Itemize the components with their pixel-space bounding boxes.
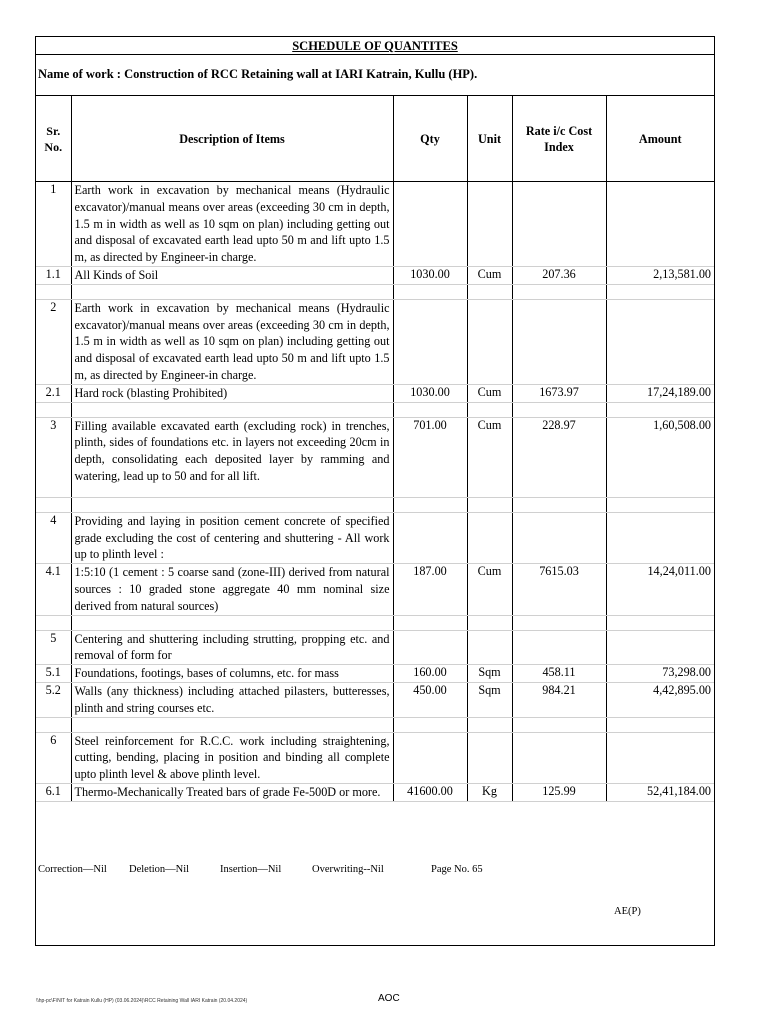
table-header-row: [36, 96, 714, 182]
row-description: Centering and shuttering including strutting, propping etc. and removal of form for: [71, 630, 393, 665]
row-rate: 984.21: [512, 682, 606, 717]
row-description: Providing and laying in position cement concrete of specified grade excluding the cost of centering and shuttering - All work up to plinth level :: [71, 512, 393, 563]
row-description: Foundations, footings, bases of columns, etc. for mass: [71, 665, 393, 683]
row-unit: Sqm: [467, 665, 512, 683]
table-row: [36, 682, 714, 717]
row-qty: 41600.00: [393, 783, 467, 801]
row-sr: 1: [36, 182, 71, 267]
row-unit: Cum: [467, 564, 512, 615]
row-amount: 1,60,508.00: [606, 417, 714, 497]
row-description: Earth work in excavation by mechanical means (Hydraulic excavator)/manual means over areas (exceeding 30 cm in depth, 1.5 m in width as well as 10 sqm on plan) including getting out and disposal of excavated earth lead upto 50 m and lift upto 1.5 m, as directed by Engineer-in charge.: [71, 299, 393, 384]
row-sr: 2: [36, 299, 71, 384]
schedule-sheet: [35, 36, 715, 946]
row-unit: Cum: [467, 266, 512, 284]
row-rate: 458.11: [512, 665, 606, 683]
table-row: [36, 182, 714, 267]
row-description: All Kinds of Soil: [71, 266, 393, 284]
spacer-row: [36, 497, 714, 512]
header-amount: Amount: [606, 96, 714, 182]
row-qty: 450.00: [393, 682, 467, 717]
row-rate: 125.99: [512, 783, 606, 801]
row-description: Earth work in excavation by mechanical means (Hydraulic excavator)/manual means over areas (exceeding 30 cm in depth, 1.5 m in width as well as 10 sqm on plan) including getting out and disposal of excavated earth lead upto 50 m and lift upto 1.5 m, as directed by Engineer-in charge.: [71, 182, 393, 267]
spacer-row: [36, 615, 714, 630]
row-rate: 228.97: [512, 417, 606, 497]
row-sr: 4: [36, 512, 71, 563]
overwriting-note: Overwriting--Nil: [312, 864, 384, 875]
row-unit: Cum: [467, 417, 512, 497]
row-qty: 1030.00: [393, 384, 467, 402]
table-row: [36, 732, 714, 783]
insertion-note: Insertion—Nil: [220, 864, 282, 875]
header-unit: Unit: [467, 96, 512, 182]
row-qty: 160.00: [393, 665, 467, 683]
row-unit: Kg: [467, 783, 512, 801]
row-description: Steel reinforcement for R.C.C. work including straightening, cutting, bending, placing in position and binding all complete upto plinth level & above plinth level.: [71, 732, 393, 783]
table-row: [36, 417, 714, 497]
row-sr: 1.1: [36, 266, 71, 284]
divider: [36, 54, 714, 55]
table-row: [36, 299, 714, 384]
work-name: Name of work : Construction of RCC Retaining wall at IARI Katrain, Kullu (HP).: [38, 67, 478, 81]
row-rate: 1673.97: [512, 384, 606, 402]
row-qty: 1030.00: [393, 266, 467, 284]
row-sr: 4.1: [36, 564, 71, 615]
signature-label: AE(P): [614, 906, 641, 917]
row-description: Hard rock (blasting Prohibited): [71, 384, 393, 402]
table-row: [36, 564, 714, 615]
header-qty: Qty: [393, 96, 467, 182]
sheet-tab-label: AOC: [378, 993, 400, 1004]
row-sr: 3: [36, 417, 71, 497]
row-sr: 6: [36, 732, 71, 783]
correction-note: Correction—Nil: [38, 864, 107, 875]
row-qty: 187.00: [393, 564, 467, 615]
header-sr: Sr. No.: [36, 96, 71, 182]
row-qty: 701.00: [393, 417, 467, 497]
file-path: \\hp-pc\F\NIT for Katrain Kullu (HP) (03.06.2024)\RCC Retaining Wall IARI Katrain (20.04.2024): [36, 998, 248, 1004]
spacer-row: [36, 402, 714, 417]
deletion-note: Deletion—Nil: [129, 864, 190, 875]
row-sr: 5.1: [36, 665, 71, 683]
row-amount: 14,24,011.00: [606, 564, 714, 615]
row-sr: 2.1: [36, 384, 71, 402]
row-description: Walls (any thickness) including attached pilasters, butteresses, plinth and string courses etc.: [71, 682, 393, 717]
quantities-table: [36, 95, 714, 802]
row-unit: Sqm: [467, 682, 512, 717]
row-amount: 2,13,581.00: [606, 266, 714, 284]
spacer-row: [36, 284, 714, 299]
table-row: [36, 665, 714, 683]
header-description: Description of Items: [71, 96, 393, 182]
document-title: SCHEDULE OF QUANTITES: [292, 39, 458, 53]
row-amount: 4,42,895.00: [606, 682, 714, 717]
header-rate: Rate i/c Cost Index: [512, 96, 606, 182]
row-amount: 73,298.00: [606, 665, 714, 683]
row-description: Thermo-Mechanically Treated bars of grade Fe-500D or more.: [71, 783, 393, 801]
row-unit: Cum: [467, 384, 512, 402]
page-number: Page No. 65: [431, 864, 483, 875]
row-sr: 5.2: [36, 682, 71, 717]
row-description: Filling available excavated earth (excluding rock) in trenches, plinth, sides of foundations etc. in layers not exceeding 20cm in depth, consolidating each deposited layer by ramming and watering, lead up to 50 and for all lift.: [71, 417, 393, 497]
row-rate: 7615.03: [512, 564, 606, 615]
spacer-row: [36, 717, 714, 732]
table-row: [36, 266, 714, 284]
row-sr: 6.1: [36, 783, 71, 801]
row-amount: 52,41,184.00: [606, 783, 714, 801]
table-row: [36, 783, 714, 801]
row-amount: 17,24,189.00: [606, 384, 714, 402]
table-row: [36, 512, 714, 563]
table-row: [36, 630, 714, 665]
row-sr: 5: [36, 630, 71, 665]
row-rate: 207.36: [512, 266, 606, 284]
table-row: [36, 384, 714, 402]
row-description: 1:5:10 (1 cement : 5 coarse sand (zone-III) derived from natural sources : 10 graded stone aggregate 40 mm nominal size derived from natural sources): [71, 564, 393, 615]
